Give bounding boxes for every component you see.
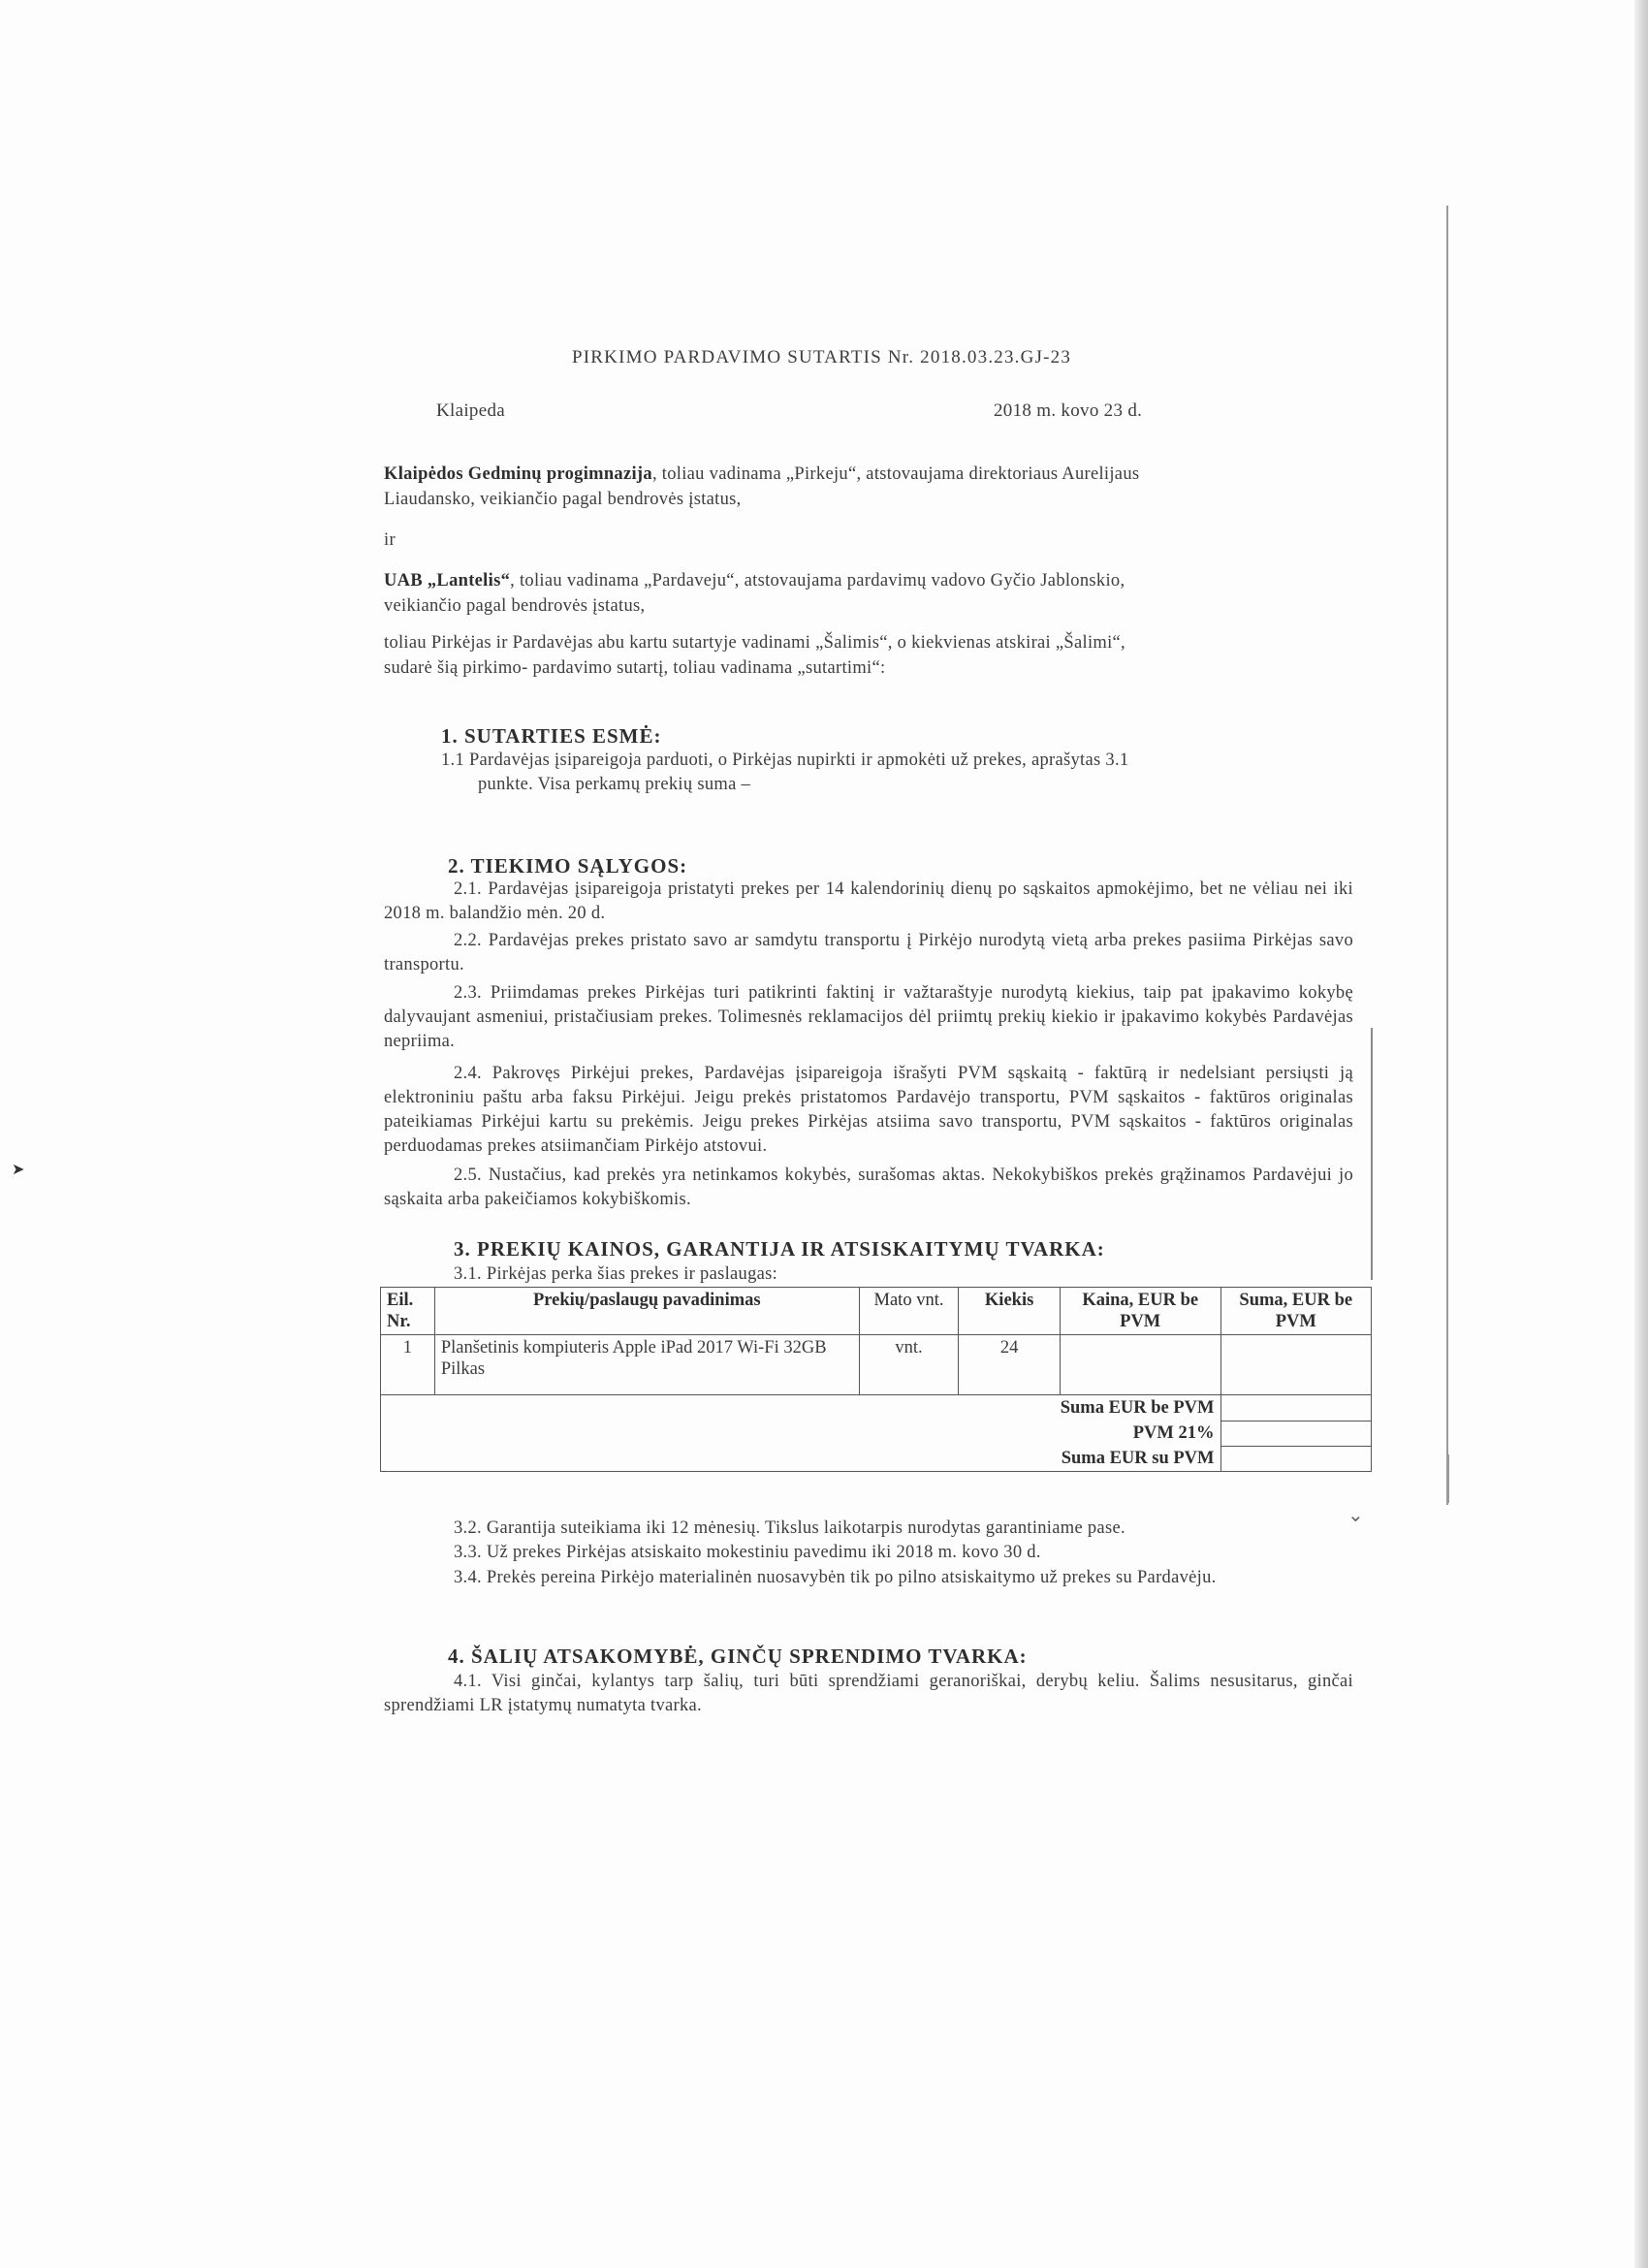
margin-bracket	[1365, 1028, 1373, 1280]
cell-qty: 24	[959, 1335, 1061, 1395]
sum-inc-vat-row	[381, 1446, 1372, 1472]
page-edge-shadow	[1634, 0, 1648, 2268]
clause-2-2: 2.2. Pardavėjas prekes pristato savo ar samdytu transportu į Pirkėjo nurodytą vietą arba prekes pasiima Pirkėjas savo transportu.	[384, 931, 1353, 974]
cell-unit: vnt.	[859, 1335, 959, 1395]
section-1-heading: 1. SUTARTIES ESMĖ:	[441, 724, 662, 748]
buyer-description: , toliau vadinama „Pirkeju“, atstovaujama direktoriaus Aurelijaus	[651, 464, 1140, 484]
contract-date: 2018 m. kovo 23 d.	[994, 400, 1143, 421]
vat-row	[381, 1421, 1372, 1446]
sum-inc-vat-value	[1220, 1446, 1372, 1472]
vat-value	[1220, 1421, 1372, 1446]
header-unit: Mato vnt.	[859, 1288, 959, 1335]
clause-3-4: 3.4. Prekės pereina Pirkėjo materialinėn nuosavybėn tik po pilno atsiskaitymo už prekes su Pardavėju.	[454, 1568, 1217, 1587]
margin-arrow-mark: ➤	[12, 1162, 25, 1178]
sum-ex-vat-row	[381, 1395, 1372, 1421]
cell-price	[1060, 1335, 1220, 1395]
page-edge-line-lower	[1448, 1454, 1449, 1503]
buyer-name: Klaipėdos Gedminų progimnazija	[384, 464, 652, 484]
seller-line-2: veikiančio pagal bendrovės įstatus,	[384, 596, 646, 616]
clause-3-3: 3.3. Už prekes Pirkėjas atsiskaito mokestiniu pavedimu iki 2018 m. kovo 30 d.	[454, 1543, 1041, 1562]
header-sum: Suma, EUR be PVM	[1220, 1288, 1372, 1335]
section-4-heading: 4. ŠALIŲ ATSAKOMYBĖ, GINČŲ SPRENDIMO TVARKA:	[448, 1645, 1028, 1668]
buyer-line-1	[384, 463, 1139, 485]
seller-description: , toliau vadinama „Pardaveju“, atstovaujama pardavimų vadovo Gyčio Jablonskio,	[510, 571, 1125, 591]
clause-1-1-line-2: punkte. Visa perkamų prekių suma –	[478, 775, 751, 794]
clause-2-3: 2.3. Priimdamas prekes Pirkėjas turi patikrinti faktinį ir važtaraštyje nurodytą kiekius, taip pat įpakavimo kokybę dalyvaujant asmeniui, pristačiusiam prekes. Tolimesnės reklamacijos dėl priimtų prekių kiekio ir įpakavimo kokybės Pardavėjas nepriima.	[384, 983, 1353, 1051]
sum-ex-vat-value	[1220, 1395, 1372, 1421]
parties-line-2: sudarė šią pirkimo- pardavimo sutartį, toliau vadinama „sutartimi“:	[384, 658, 886, 678]
clause-2-1: 2.1. Pardavėjas įsipareigoja pristatyti prekes per 14 kalendorinių dienų po sąskaitos apmokėjimo, bet ne vėliau nei iki 2018 m. balandžio mėn. 20 d.	[384, 879, 1353, 923]
clause-2-5: 2.5. Nustačius, kad prekės yra netinkamos kokybės, surašomas aktas. Nekokybiškos prekės grąžinamos Pardavėjui jo sąskaita arba pakeičiamos kokybiškomis.	[384, 1166, 1353, 1209]
page-edge-line	[1446, 206, 1448, 1505]
table-header-row	[381, 1288, 1372, 1335]
clause-3-2: 3.2. Garantija suteikiama iki 12 mėnesių. Tikslus laikotarpis nurodytas garantiniame pase.	[454, 1518, 1125, 1538]
header-no: Eil. Nr.	[381, 1288, 435, 1335]
header-name: Prekių/paslaugų pavadinimas	[434, 1288, 859, 1335]
buyer-line-2: Liaudansko, veikiančio pagal bendrovės įstatus,	[384, 490, 742, 509]
clause-1-1-line-1: 1.1 Pardavėjas įsipareigoja parduoti, o Pirkėjas nupirkti ir apmokėti už prekes, aprašytas 3.1	[441, 751, 1129, 770]
stray-mark: ⌄	[1347, 1505, 1364, 1526]
header-price: Kaina, EUR be PVM	[1060, 1288, 1220, 1335]
sum-ex-vat-label: Suma EUR be PVM	[381, 1395, 1221, 1421]
goods-table	[380, 1287, 1372, 1472]
section-2-heading: 2. TIEKIMO SĄLYGOS:	[448, 854, 688, 878]
cell-no: 1	[381, 1335, 435, 1395]
clause-4-1: 4.1. Visi ginčai, kylantys tarp šalių, turi būti sprendžiami geranoriškai, derybų keliu. Šalims nesusitarus, ginčai sprendžiami LR įstatymų numatyta tvarka.	[384, 1672, 1353, 1715]
cell-sum	[1220, 1335, 1372, 1395]
sum-inc-vat-label: Suma EUR su PVM	[381, 1446, 1221, 1472]
seller-name: UAB „Lantelis“	[384, 571, 511, 591]
cell-name: Planšetinis kompiuteris Apple iPad 2017 Wi-Fi 32GB Pilkas	[434, 1335, 859, 1395]
conjunction-ir: ir	[384, 530, 396, 550]
parties-line-1: toliau Pirkėjas ir Pardavėjas abu kartu sutartyje vadinami „Šalimis“, o kiekvienas atskirai „Šalimi“,	[384, 633, 1125, 653]
clause-3-1: 3.1. Pirkėjas perka šias prekes ir paslaugas:	[454, 1264, 778, 1284]
contract-city: Klaipeda	[436, 400, 505, 421]
clause-2-4: 2.4. Pakrovęs Pirkėjui prekes, Pardavėjas įsipareigoja išrašyti PVM sąskaitą - faktūrą ir nedelsiant persiųsti ją elektroniniu paštu arba faksu Pirkėjui. Jeigu prekės pristatomos Pardavėjo transportu, PVM sąskaitos - faktūros originalas pateikiamas Pirkėjui kartu su prekėmis. Jeigu prekes Pirkėjas atsiima savo transportu, PVM sąskaitos - faktūros originalas perduodamas prekes atsiimančiam Pirkėjo atstovui.	[384, 1064, 1353, 1156]
table-row	[381, 1335, 1372, 1395]
seller-line-1	[384, 570, 1125, 591]
contract-title: PIRKIMO PARDAVIMO SUTARTIS Nr. 2018.03.23.GJ-23	[572, 347, 1072, 367]
vat-label: PVM 21%	[381, 1421, 1221, 1446]
header-qty: Kiekis	[959, 1288, 1061, 1335]
section-3-heading: 3. PREKIŲ KAINOS, GARANTIJA IR ATSISKAITYMŲ TVARKA:	[454, 1237, 1105, 1261]
